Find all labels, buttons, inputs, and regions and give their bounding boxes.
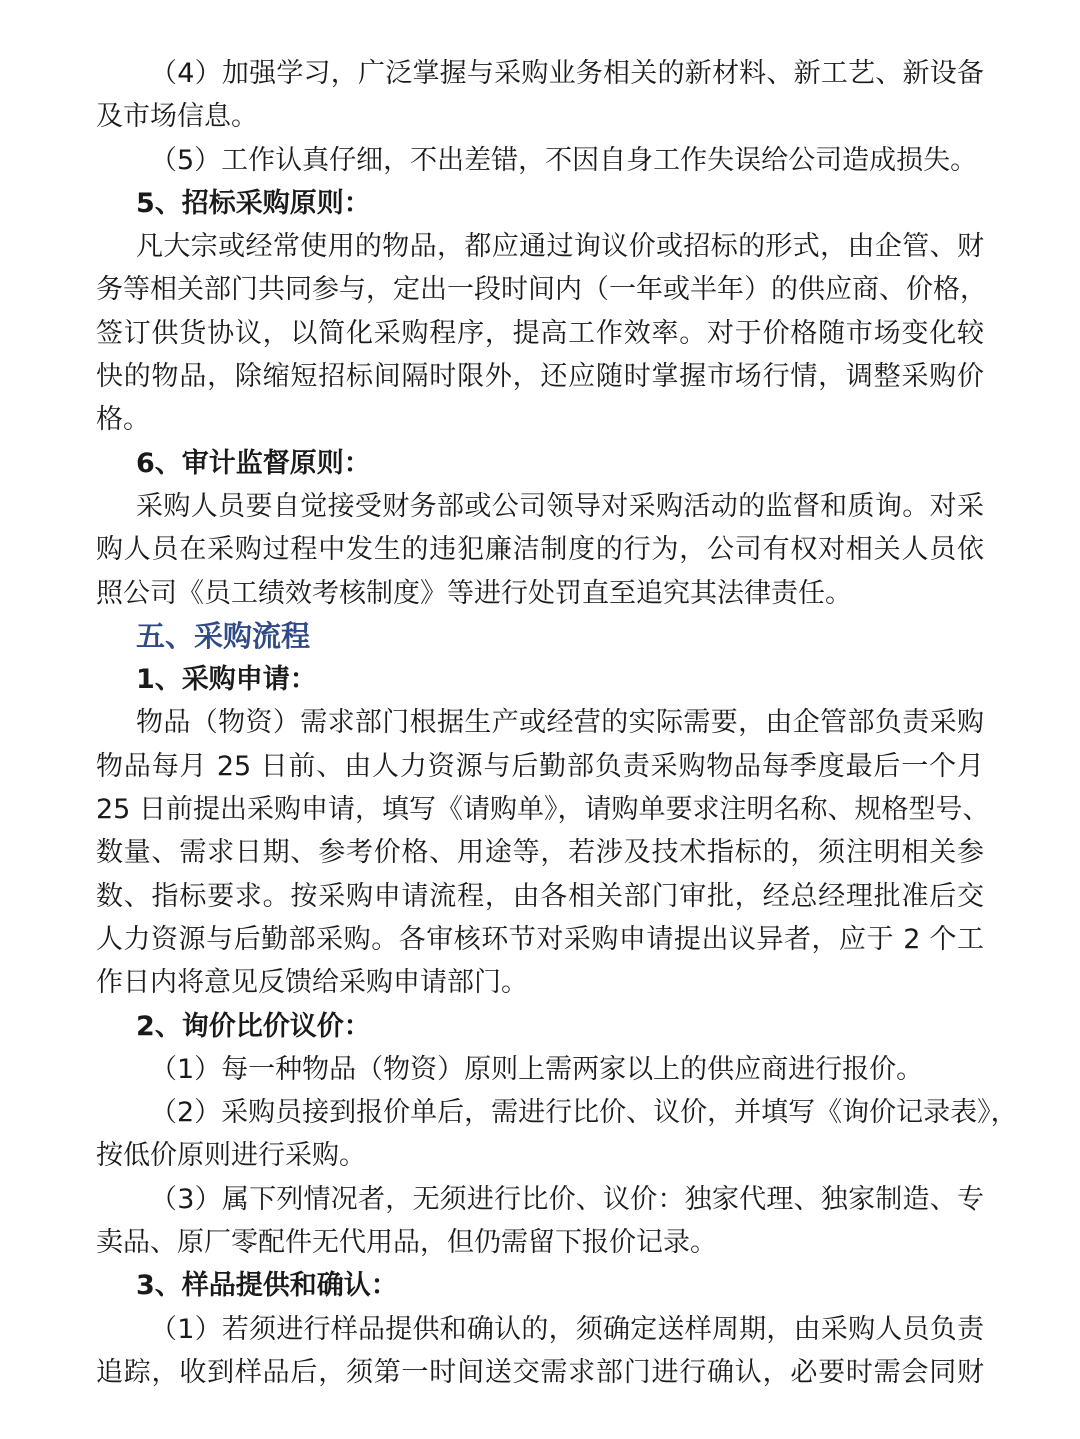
- paragraph-line: 凡大宗或经常使用的物品，都应通过询议价或招标的形式，由企管、财: [136, 231, 984, 263]
- paragraph-line: （5）工作认真仔细，不出差错，不因自身工作失误给公司造成损失。: [150, 144, 978, 176]
- paragraph-line: （1）若须进行样品提供和确认的，须确定送样周期，由采购人员负责: [150, 1313, 984, 1345]
- paragraph-line: 照公司《员工绩效考核制度》等进行处罚直至追究其法律责任。: [96, 577, 852, 609]
- paragraph-line: 购人员在采购过程中发生的违犯廉洁制度的行为，公司有权对相关人员依: [96, 534, 984, 566]
- section-heading: 3、样品提供和确认：: [136, 1270, 398, 1302]
- paragraph-line: 作日内将意见反馈给采购申请部门。: [96, 967, 528, 999]
- document-page: [96, 52, 1018, 1394]
- paragraph-line: 按低价原则进行采购。: [96, 1140, 366, 1172]
- paragraph-line: 签订供货协议，以简化采购程序，提高工作效率。对于价格随市场变化较: [96, 317, 984, 349]
- paragraph-line: 物品每月 25 日前、由人力资源与后勤部负责采购物品每季度最后一个月: [96, 750, 984, 782]
- paragraph-line: 追踪，收到样品后，须第一时间送交需求部门进行确认，必要时需会同财: [96, 1356, 984, 1388]
- section-heading: 5、招标采购原则：: [136, 187, 371, 219]
- paragraph-line: 务等相关部门共同参与，定出一段时间内（一年或半年）的供应商、价格，: [96, 274, 987, 306]
- paragraph-line: 格。: [96, 404, 150, 436]
- paragraph-line: 物品（物资）需求部门根据生产或经营的实际需要，由企管部负责采购: [136, 707, 984, 739]
- paragraph-line: 及市场信息。: [96, 101, 258, 133]
- section-heading: 2、询价比价议价：: [136, 1010, 371, 1042]
- paragraph-line: 卖品、原厂零配件无代用品，但仍需留下报价记录。: [96, 1227, 717, 1259]
- paragraph-line: （3）属下列情况者，无须进行比价、议价：独家代理、独家制造、专: [150, 1183, 984, 1215]
- section-heading: 6、审计监督原则：: [136, 447, 371, 479]
- paragraph-line: 人力资源与后勤部采购。各审核环节对采购申请提出议异者，应于 2 个工: [96, 923, 984, 955]
- section-heading: 1、采购申请：: [136, 664, 317, 696]
- paragraph-line: 采购人员要自觉接受财务部或公司领导对采购活动的监督和质询。对采: [136, 490, 984, 522]
- paragraph-line: （1）每一种物品（物资）原则上需两家以上的供应商进行报价。: [150, 1053, 924, 1085]
- chapter-heading: 五、采购流程: [136, 618, 311, 653]
- paragraph-line: （4）加强学习，广泛掌握与采购业务相关的新材料、新工艺、新设备: [150, 58, 984, 89]
- paragraph-line: 快的物品，除缩短招标间隔时限外，还应随时掌握市场行情，调整采购价: [96, 361, 984, 393]
- paragraph-line: （2）采购员接到报价单后，需进行比价、议价，并填写《询价记录表》，: [150, 1097, 1018, 1129]
- paragraph-line: 数量、需求日期、参考价格、用途等，若涉及技术指标的，须注明相关参: [96, 837, 984, 869]
- paragraph-line: 25 日前提出采购申请，填写《请购单》，请购单要求注明名称、规格型号、: [96, 794, 990, 826]
- paragraph-line: 数、指标要求。按采购申请流程，由各相关部门审批，经总经理批准后交: [96, 880, 984, 912]
